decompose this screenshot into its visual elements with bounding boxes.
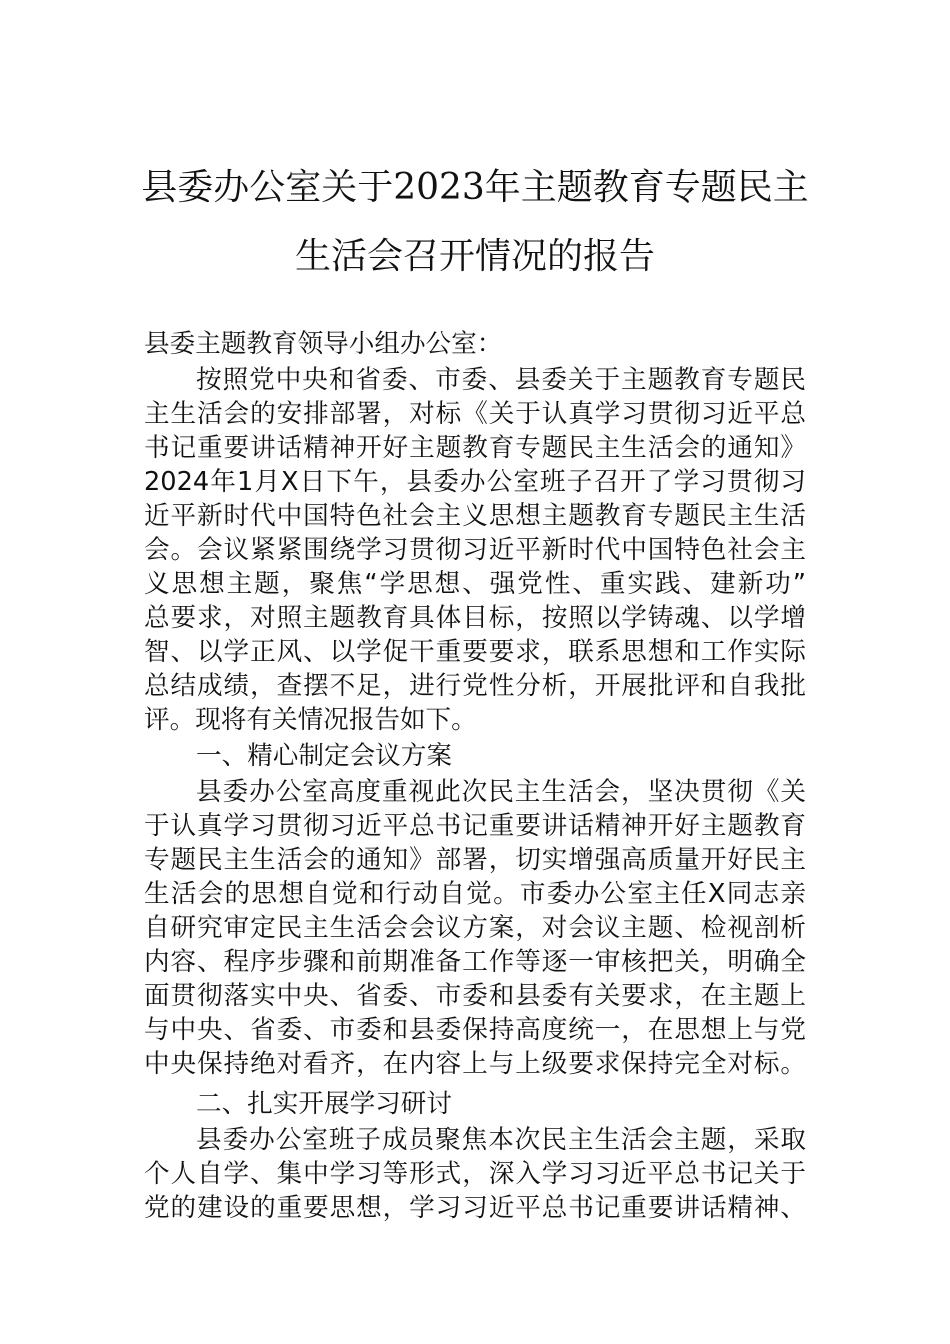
paragraph-2-line: 内容、程序步骤和前期准备工作等逐一审核把关，明确全 — [144, 947, 806, 977]
paragraph-2-line: 与中央、省委、市委和县委保持高度统一，在思想上与党 — [144, 1015, 806, 1045]
document-title-line-2: 生活会召开情况的报告 — [294, 236, 655, 277]
paragraph-1-line: 2024年1月X日下午，县委办公室班子召开了学习贯彻习 — [144, 467, 806, 497]
paragraph-1-line: 评。现将有关情况报告如下。 — [144, 705, 477, 735]
paragraph-2-line: 于认真学习贯彻习近平总书记重要讲话精神开好主题教育 — [144, 811, 806, 841]
paragraph-2-line: 自研究审定民主生活会会议方案，对会议主题、检视剖析 — [144, 913, 806, 943]
paragraph-3-line: 党的建设的重要思想，学习习近平总书记重要讲话精神、 — [144, 1193, 806, 1223]
paragraph-2-line: 中央保持绝对看齐，在内容上与上级要求保持完全对标。 — [144, 1049, 806, 1079]
paragraph-2-line: 面贯彻落实中央、省委、市委和县委有关要求，在主题上 — [144, 981, 806, 1011]
document-title-line-1: 县委办公室关于2023年主题教育专题民主 — [141, 167, 809, 208]
paragraph-2-line: 县委办公室高度重视此次民主生活会，坚决贯彻《关 — [196, 777, 806, 807]
paragraph-1-line: 会。会议紧紧围绕学习贯彻习近平新时代中国特色社会主 — [144, 535, 806, 565]
paragraph-2-line: 专题民主生活会的通知》部署，切实增强高质量开好民主 — [144, 845, 806, 875]
paragraph-1-line: 义思想主题，聚焦“学思想、强党性、重实践、建新功” — [144, 569, 806, 599]
paragraph-1-line: 主生活会的安排部署，对标《关于认真学习贯彻习近平总 — [144, 399, 806, 429]
section-heading-2: 二、扎实开展学习研讨 — [196, 1089, 452, 1119]
paragraph-1-line: 书记重要讲话精神开好主题教育专题民主生活会的通知》 — [144, 433, 806, 463]
paragraph-1-line: 智、以学正风、以学促干重要要求，联系思想和工作实际 — [144, 637, 806, 667]
paragraph-1-line: 按照党中央和省委、市委、县委关于主题教育专题民 — [196, 365, 806, 395]
paragraph-1-line: 近平新时代中国特色社会主义思想主题教育专题民主生活 — [144, 501, 806, 531]
paragraph-1-line: 总要求，对照主题教育具体目标，按照以学铸魂、以学增 — [144, 603, 806, 633]
salutation: 县委主题教育领导小组办公室： — [144, 329, 503, 359]
paragraph-2-line: 生活会的思想自觉和行动自觉。市委办公室主任X同志亲 — [144, 879, 806, 909]
paragraph-3-line: 县委办公室班子成员聚焦本次民主生活会主题，采取 — [196, 1125, 806, 1155]
section-heading-1: 一、精心制定会议方案 — [196, 741, 452, 771]
paragraph-1-line: 总结成绩，查摆不足，进行党性分析，开展批评和自我批 — [144, 671, 806, 701]
paragraph-3-line: 个人自学、集中学习等形式，深入学习习近平总书记关于 — [144, 1159, 806, 1189]
